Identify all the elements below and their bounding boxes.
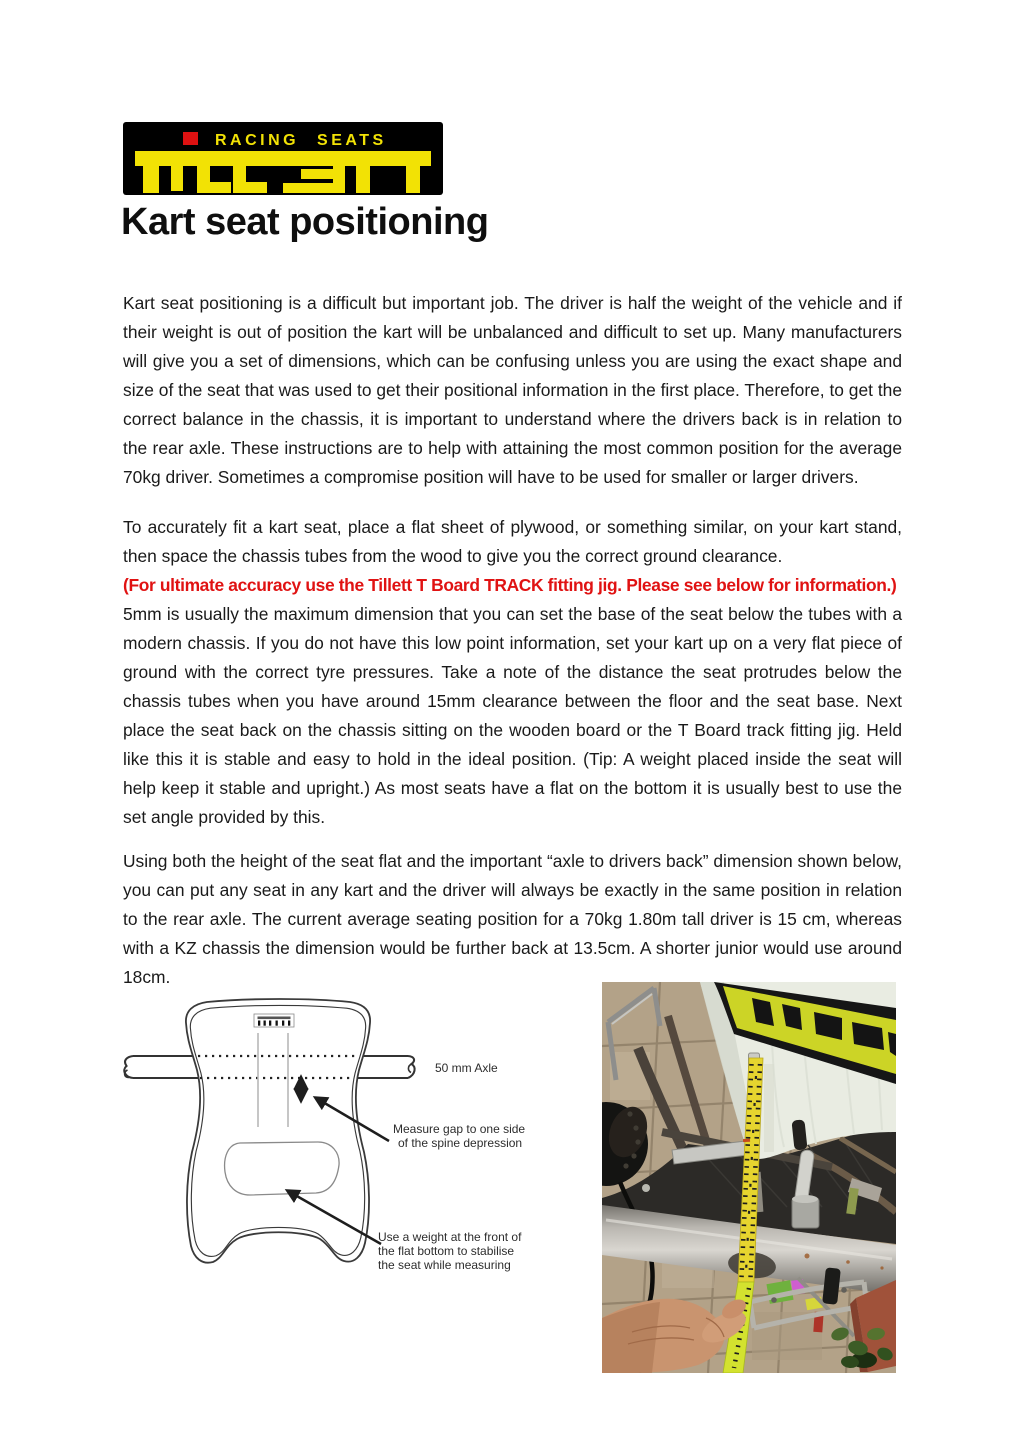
weight-label-line3: the seat while measuring xyxy=(378,1258,511,1272)
seat-diagram xyxy=(115,990,535,1300)
logo-tagline: RACING SEATS xyxy=(215,132,387,149)
paragraph-red-note: (For ultimate accuracy use the Tillett T Board TRACK fitting jig. Please see below for information.) xyxy=(123,575,897,595)
logo-red-square xyxy=(183,132,198,145)
seat-sticker-logo xyxy=(254,1014,294,1027)
measure-gap-label-line1: Measure gap to one side xyxy=(393,1122,526,1136)
paragraph-fitting xyxy=(123,513,902,832)
paragraph-fitting-rest: 5mm is usually the maximum dimension that you can set the base of the seat below the tubes with a modern chassis. If you do not have this low point information, set your kart up on a very flat piece of ground with the correct tyre pressures. Take a note of the distance the seat protrudes below the chassis tubes when you have around 15mm clearance between the floor and the seat base. Next place the seat back on the chassis sitting on the wooden board or the T Board track fitting jig. Held like this it is stable and easy to hold in the ideal position. (Tip: A weight placed inside the seat will help keep it stable and upright.) As most seats have a flat on the bottom it is usually best to use the set angle provided by this. xyxy=(123,604,902,827)
tillett-logo-graphic xyxy=(123,122,443,195)
weight-label-line1: Use a weight at the front of xyxy=(378,1230,522,1244)
tillett-logo xyxy=(123,122,443,195)
paragraph-fitting-intro: To accurately fit a kart seat, place a flat sheet of plywood, or something similar, on your kart stand, then space the chassis tubes from the wood to give you the correct ground clearance. xyxy=(123,517,902,566)
paragraph-intro: Kart seat positioning is a difficult but important job. The driver is half the weight of the vehicle and if their weight is out of position the kart will be unbalanced and difficult to set up. Many manufacturers will give you a set of dimensions, which can be confusing unless you are using the exact shape and size of the seat that was used to get their positional information in the first place. Therefore, to get the correct balance in the chassis, it is important to understand where the drivers back is in relation to the rear axle. These instructions are to help with attaining the most common position for the average 70kg driver. Sometimes a compromise position will have to be used for smaller or larger drivers. xyxy=(123,293,902,487)
axle-label: 50 mm Axle xyxy=(435,1061,498,1075)
page-title: Kart seat positioning xyxy=(121,201,489,243)
seat-diagram-graphic xyxy=(115,990,535,1300)
measuring-photo xyxy=(602,982,896,1373)
weight-label-line2: the flat bottom to stabilise xyxy=(378,1244,515,1258)
measure-gap-label-line2: of the spine depression xyxy=(398,1136,523,1150)
measuring-photo-graphic xyxy=(602,982,896,1373)
paragraph-dimensions: Using both the height of the seat flat and the important “axle to drivers back” dimension shown below, you can put any seat in any kart and the driver will always be exactly in the same position in relation to the rear axle. The current average seating position for a 70kg 1.80m tall driver is 15 cm, whereas with a KZ chassis the dimension would be further back at 13.5cm. A shorter junior would use around 18cm. xyxy=(123,851,902,987)
